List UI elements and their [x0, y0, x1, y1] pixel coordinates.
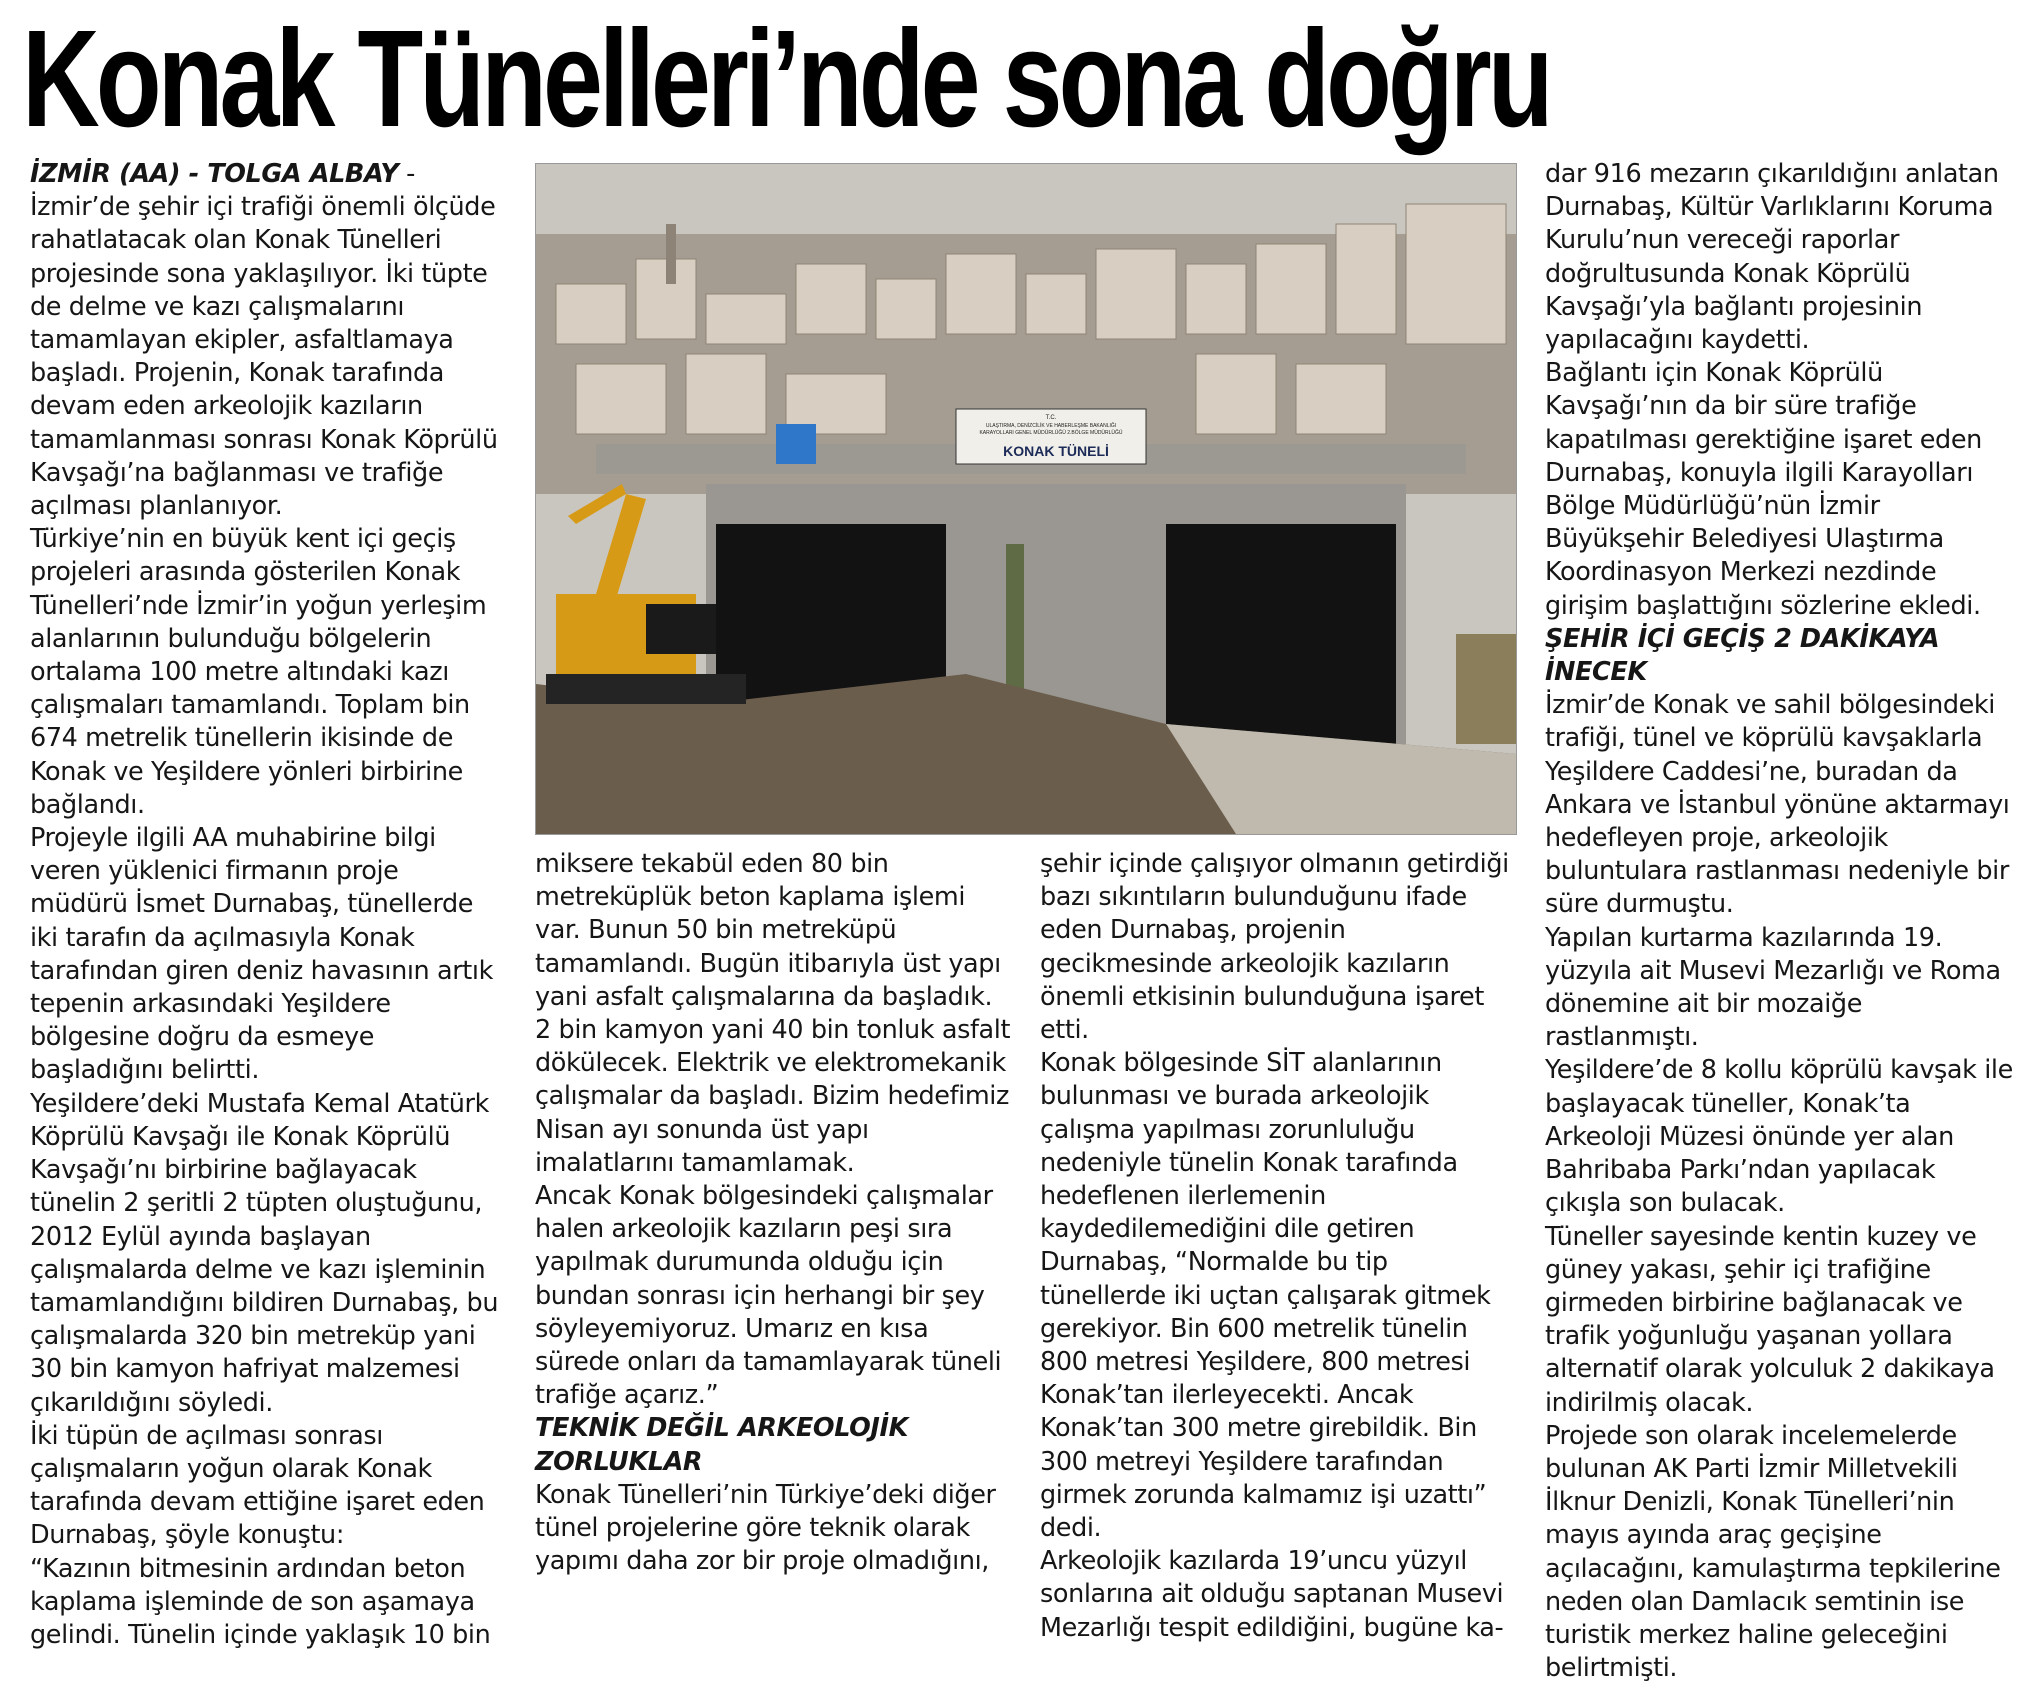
sign-small-line-3: KARAYOLLARI GENEL MÜDÜRLÜĞÜ 2.BÖLGE MÜDÜRLÜĞÜ: [979, 430, 1123, 436]
photo-blue-tank: [776, 424, 816, 464]
article-column-3: [1040, 848, 1520, 1645]
photo-right-machine: [1456, 634, 1516, 744]
paragraph: Konak Tünelleri’nin Türkiye’deki diğer tünel projelerine göre teknik olarak yapımı daha zor bir proje olmadığını,: [535, 1479, 996, 1577]
paragraph: miksere tekabül eden 80 bin metreküplük beton kaplama işlemi var. Bunun 50 bin metreküpü tamamlandı. Bugün itibarıyla üst yapı yani asfalt çalışmalarına da başladık. 2 bin kamyon yani 40 bin tonluk asfalt dökülecek. Elektrik ve elektromekanik çalışmalar da başladı. Bizim hedefimiz Nisan ayı sonunda üst yapı imalatlarını tamamlamak.: [535, 849, 1011, 1178]
paragraph: Konak bölgesinde SİT alanlarının bulunması ve burada arkeolojik çalışma yapılması zorunluluğu nedeniyle tünelin Konak tarafında hedeflenen ilerlemenin kaydedilemediğini dile getiren Durnabaş, “Normalde bu tip tünellerde iki uçtan çalışarak gitmek gerekiyor. Bin 600 metrelik tünelin 800 metresi Yeşildere, 800 metresi Konak’tan ilerleyecekti. Ancak Konak’tan 300 metre girebildik. Bin 300 metreyi Yeşildere tarafından girmek zorunda kalmamız işi uzattı” dedi.: [1040, 1048, 1491, 1544]
byline: İZMİR (AA) - TOLGA ALBAY: [30, 159, 399, 189]
article-column-1: [30, 158, 500, 1652]
lead-paragraph: [30, 158, 500, 523]
tunnel-sign: [956, 409, 1146, 464]
paragraph: Ancak Konak bölgesindeki çalışmalar halen arkeolojik kazıların peşi sıra yapılmak durumunda olduğu için bundan sonrası için herhangi bir şey söyleyemiyoruz. Umarız en kısa sürede onları da tamamlayarak tüneli trafiğe açarız.”: [535, 1181, 1002, 1411]
paragraph: şehir içinde çalışıyor olmanın getirdiği bazı sıkıntıların bulunduğunu ifade eden Durnabaş, projenin gecikmesinde arkeolojik kazıların önemli etkisinin bulunduğuna işaret etti.: [1040, 849, 1509, 1046]
sign-small-line-1: T.C.: [1045, 415, 1057, 421]
article-column-2: [535, 848, 1015, 1578]
paragraph: Tüneller sayesinde kentin kuzey ve güney yakası, şehir içi trafiğine girmeden birbirine bağlanacak ve trafik yoğunluğu yaşanan yollara alternatif olarak yolculuk 2 dakikaya indirilmiş olacak.: [1545, 1221, 1995, 1418]
paragraph: Bağlantı için Konak Köprülü Kavşağı’nın da bir süre trafiğe kapatılması gerektiğine işaret eden Durnabaş, konuyla ilgili Karayolları Bölge Müdürlüğü’nün İzmir Büyükşehir Belediyesi Ulaştırma Koordinasyon Merkezi nezdinde girişim başlattığını sözlerine ekledi.: [1545, 358, 1982, 621]
subheading: TEKNİK DEĞİL ARKEOLOJİK ZORLUKLAR: [535, 1413, 908, 1477]
sign-small-line-2: ULAŞTIRMA, DENİZCİLİK VE HABERLEŞME BAKANLIĞI: [985, 423, 1117, 429]
paragraph: İzmir’de Konak ve sahil bölgesindeki trafiği, tünel ve köprülü kavşaklarla Yeşildere Caddesi’ne, buradan da Ankara ve İstanbul yönüne aktarmayı hedefleyen proje, arkeolojik buluntulara rastlanması nedeniyle bir süre durmuştu.: [1545, 690, 2010, 920]
sign-title: KONAK TÜNELİ: [1003, 443, 1109, 459]
photo-minaret: [666, 224, 676, 284]
paragraph: Yeşildere’deki Mustafa Kemal Atatürk Köprülü Kavşağı ile Konak Köprülü Kavşağı’nı birbirine bağlayacak tünelin 2 şeritli 2 tüpten oluştuğunu, 2012 Eylül ayında başlayan çalışmalarda delme ve kazı işleminin tamamlandığını bildiren Durnabaş, bu çalışmalarda 320 bin metreküp yani 30 bin kamyon hafriyat malzemesi çıkarıldığını söyledi.: [30, 1088, 499, 1418]
paragraph: Arkeolojik kazılarda 19’uncu yüzyıl sonlarına ait olduğu saptanan Musevi Mezarlığı tespit edildiğini, bugüne ka-: [1040, 1546, 1504, 1643]
paragraph: Türkiye’nin en büyük kent içi geçiş projeleri arasında gösterilen Konak Tünelleri’nde İzmir’in yoğun yerleşim alanlarının bulunduğu bölgelerin ortalama 100 metre altındaki kazı çalışmaları tamamlandı. Toplam bin 674 metrelik tünellerin ikisinde de Konak ve Yeşildere yönleri birbirine bağlandı.: [30, 524, 487, 820]
paragraph: İki tüpün de açılması sonrası çalışmaların yoğun olarak Konak tarafında devam ettiğine işaret eden Durnabaş, şöyle konuştu:: [30, 1420, 485, 1551]
quote-paragraph: “Kazının bitmesinin ardından beton kaplama işleminde de son aşamaya gelindi. Tünelin içinde yaklaşık 10 bin: [30, 1553, 491, 1650]
subheading: ŞEHİR İÇİ GEÇİŞ 2 DAKİKAYA İNECEK: [1545, 623, 1940, 688]
headline: Konak Tünelleri’nde sona doğru: [22, 2, 1550, 156]
paragraph: Projeyle ilgili AA muhabirine bilgi veren yüklenici firmanın proje müdürü İsmet Durnabaş, tünellerde iki tarafın da açılmasıyla Konak tarafından giren deniz havasının artık tepenin arkasındaki Yeşildere bölgesine doğru da esmeye başladığını belirtti.: [30, 823, 493, 1086]
tunnel-photo-illustration: [536, 164, 1516, 834]
tunnel-photo: [535, 163, 1517, 835]
paragraph: dar 916 mezarın çıkarıldığını anlatan Durnabaş, Kültür Varlıklarını Koruma Kurulu’nun vereceği raporlar doğrultusunda Konak Köprülü Kavşağı’yla bağlantı projesinin yapılacağını kaydetti.: [1545, 159, 1999, 356]
paragraph: Yapılan kurtarma kazılarında 19. yüzyıla ait Musevi Mezarlığı ve Roma dönemine ait bir mozaiğe rastlanmıştı.: [1545, 922, 2001, 1053]
paragraph: Yeşildere’de 8 kollu köprülü kavşak ile başlayacak tüneller, Konak’ta Arkeoloji Müzesi önünde yer alan Bahribaba Parkı’ndan yapılacak çıkışla son bulacak.: [1545, 1055, 2013, 1219]
paragraph: Projede son olarak incelemelerde bulunan AK Parti İzmir Milletvekili İlknur Denizli, Konak Tünelleri’nin mayıs ayında araç geçişine açılacağını, kamulaştırma tepkilerine neden olan Damlacık semtinin ise turistik merkez haline geleceğini belirtmişti.: [1545, 1420, 2001, 1684]
article-column-4: [1545, 158, 2015, 1685]
lead-text: - İzmir’de şehir içi trafiği önemli ölçüde rahatlatacak olan Konak Tünelleri projesinde sona yaklaşılıyor. İki tüpte de delme ve kazı çalışmalarını tamamlayan ekipler, asfaltlamaya başladı. Projenin, Konak tarafında devam eden arkeolojik kazıların tamamlanması sonrası Konak Köprülü Kavşağı’na bağlanması ve trafiğe açılması planlanıyor.: [30, 159, 498, 522]
